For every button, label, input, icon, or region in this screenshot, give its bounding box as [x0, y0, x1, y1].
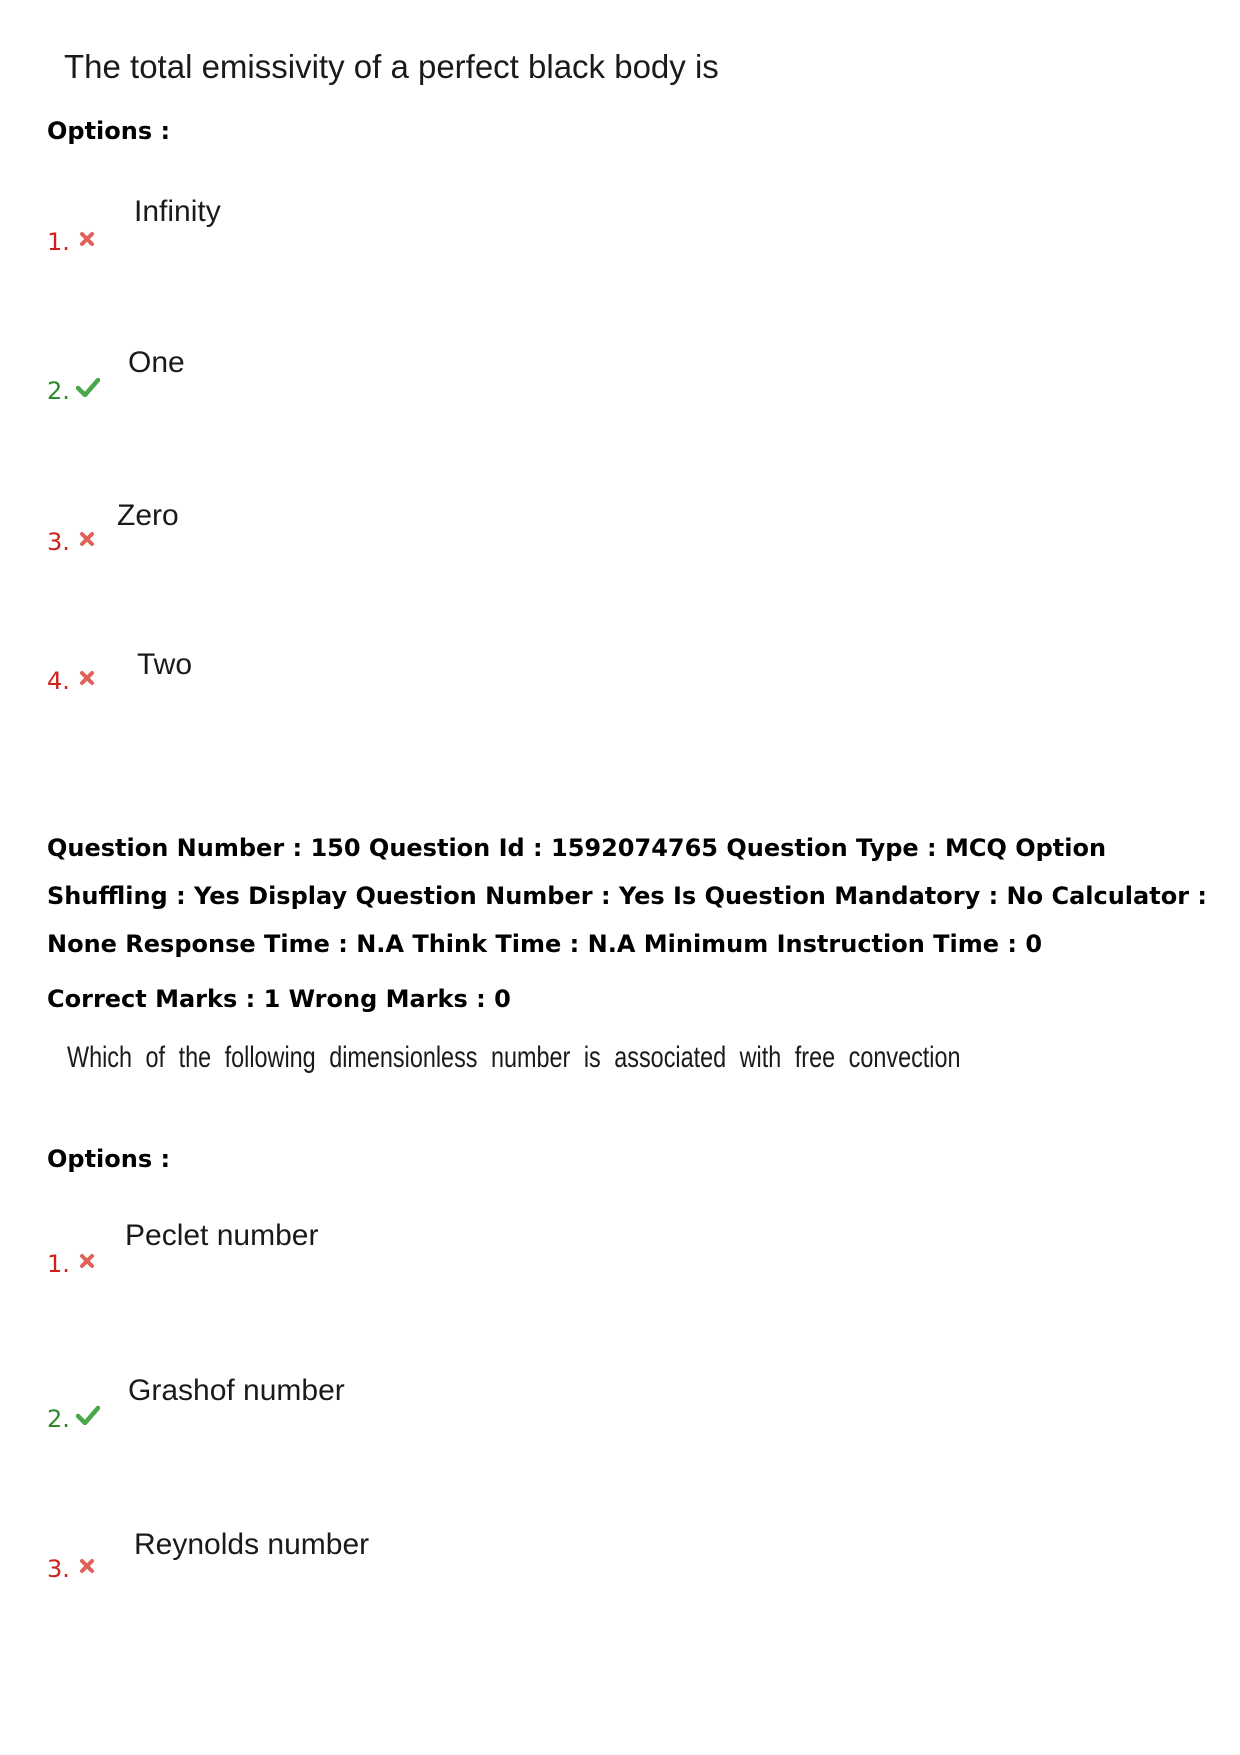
cross-icon [79, 1558, 95, 1574]
cross-icon [79, 1253, 95, 1269]
cross-icon [79, 231, 95, 247]
option-text: Grashof number [128, 1374, 345, 1407]
option-number: 1. [47, 228, 70, 256]
check-icon [76, 1405, 100, 1425]
option-number: 2. [47, 377, 70, 405]
check-icon [76, 377, 100, 397]
option-text: Two [137, 648, 193, 681]
option-number: 2. [47, 1405, 70, 1433]
cross-icon [79, 670, 95, 686]
option-number: 3. [47, 528, 70, 556]
option-text: Zero [117, 499, 179, 532]
question-text: Which of the following dimensionless number is associated with free convection [67, 1041, 961, 1074]
options-label: Options : [47, 117, 171, 145]
option-number: 3. [47, 1555, 70, 1583]
option-text: Peclet number [125, 1219, 319, 1252]
marks-line: Correct Marks : 1 Wrong Marks : 0 [47, 985, 511, 1013]
option-text: One [128, 346, 185, 379]
option-number: 1. [47, 1250, 70, 1278]
question-meta: Question Number : 150 Question Id : 1592074765 Question Type : MCQ Option Shuffling : Yes Display Question Number : Yes Is Question Mandatory : No Calculator : None Response Time : N.A Think Time : N.A Minimum Instruction Time : 0 [47, 834, 1207, 958]
options-label: Options : [47, 1145, 171, 1173]
option-text: Infinity [134, 195, 221, 228]
option-number: 4. [47, 667, 70, 695]
option-text: Reynolds number [134, 1528, 370, 1561]
question-text: The total emissivity of a perfect black body is [64, 48, 719, 85]
cross-icon [79, 531, 95, 547]
